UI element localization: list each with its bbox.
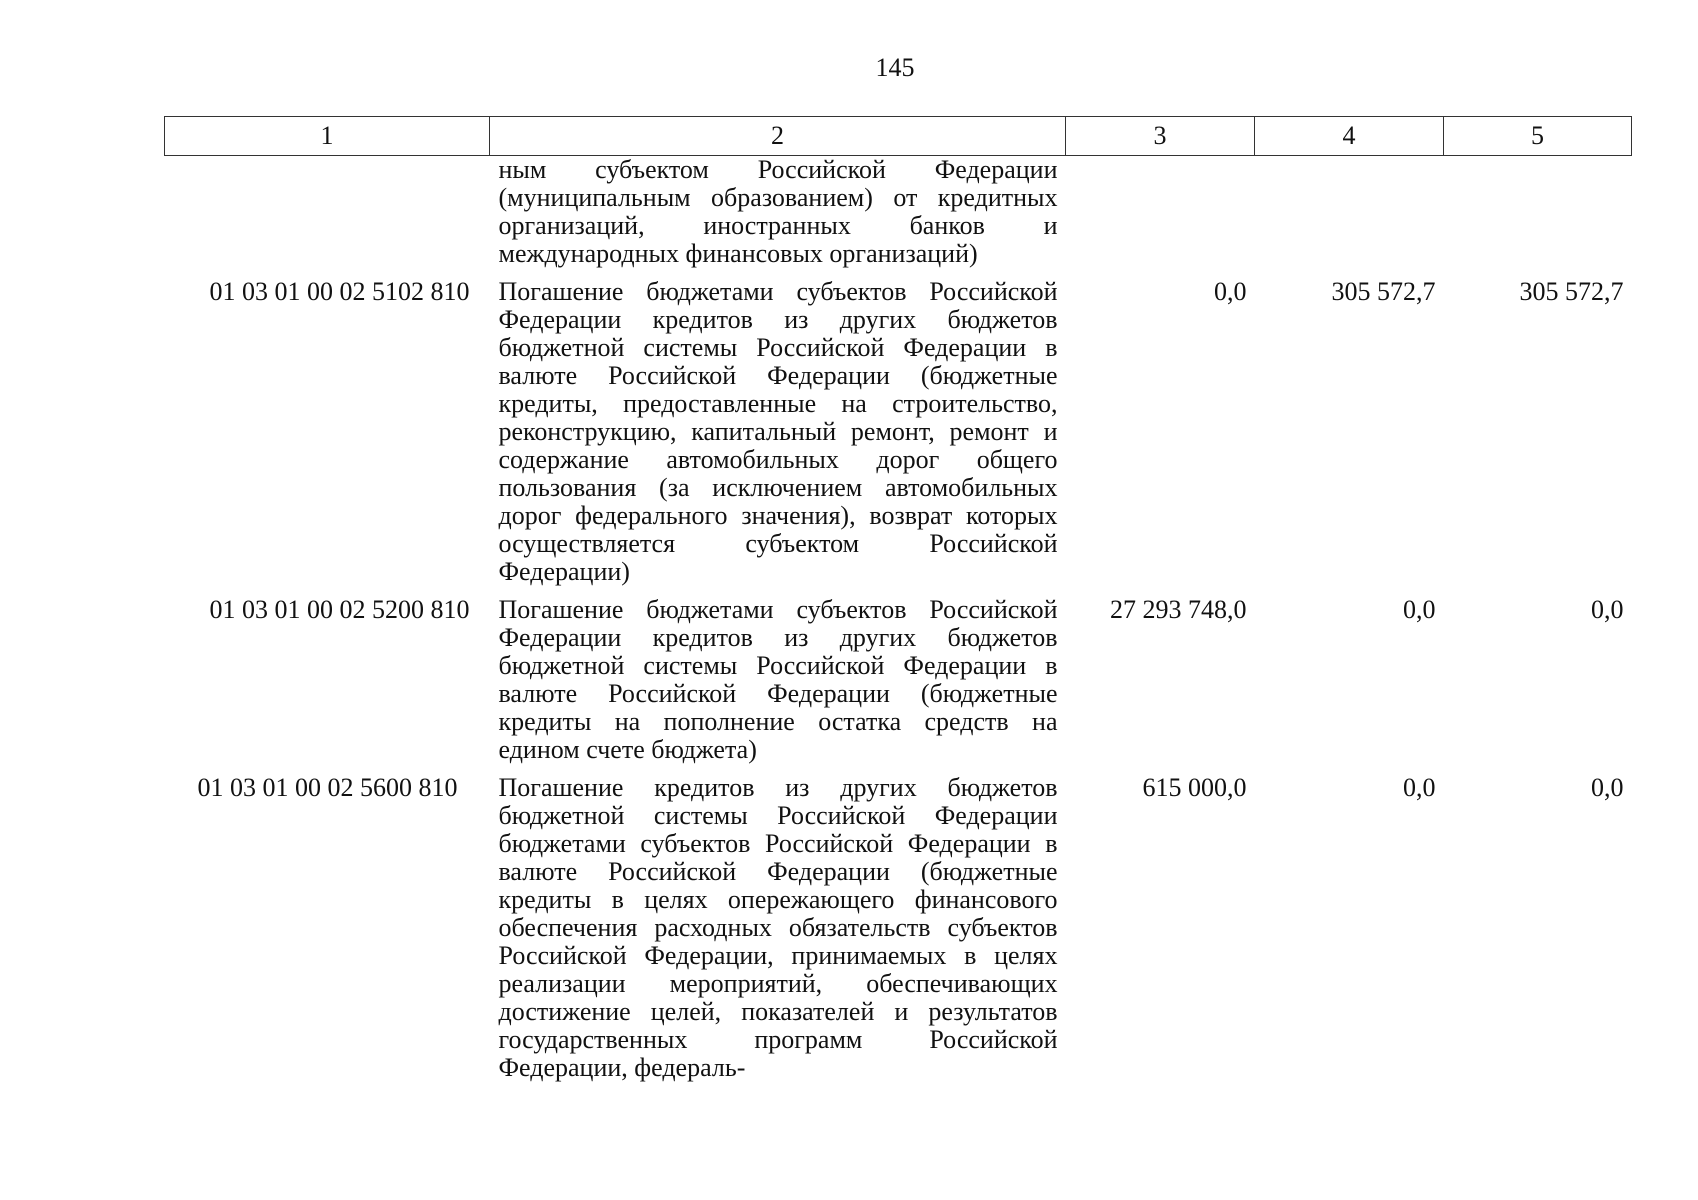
row-description: Погашение бюджетами субъектов Российской Федерации кредитов из других бюджетов бюджетной системы Российской Федерации в валюте Российской Федерации (бюджетные кредиты на пополнение остатка средств на едином счете бюджета) [498, 595, 1058, 764]
table-row [165, 586, 1632, 764]
table-row [165, 764, 1632, 1082]
column-header-3: 3 [1066, 117, 1255, 156]
row-code [165, 156, 490, 269]
table-row [165, 268, 1632, 586]
row-value-col4 [1255, 156, 1444, 269]
column-header-2: 2 [490, 117, 1066, 156]
row-code: 01 03 01 00 02 5600 810 [197, 773, 458, 802]
row-code: 01 03 01 00 02 5102 810 [209, 277, 470, 306]
row-value-col4: 0,0 [1403, 595, 1436, 624]
column-header-4: 4 [1255, 117, 1444, 156]
row-value-col4: 0,0 [1403, 773, 1436, 802]
row-value-col3 [1066, 156, 1255, 269]
row-value-col3: 0,0 [1214, 277, 1247, 306]
row-value-col3: 615 000,0 [1142, 773, 1247, 802]
row-value-col5: 305 572,7 [1519, 277, 1624, 306]
row-value-col5: 0,0 [1591, 773, 1624, 802]
page-number: 145 [875, 53, 915, 82]
header-row [165, 117, 1632, 156]
row-code: 01 03 01 00 02 5200 810 [209, 595, 470, 624]
row-value-col5 [1444, 156, 1632, 269]
row-value-col3: 27 293 748,0 [1110, 595, 1247, 624]
row-description: Погашение кредитов из других бюджетов бюджетной системы Российской Федерации бюджетами субъектов Российской Федерации в валюте Российской Федерации (бюджетные кредиты в целях опережающего финансового обеспечения расходных обязательств субъектов Российской Федерации, принимаемых в целях реализации мероприятий, обеспечивающих достижение целей, показателей и результатов государственных программ Российской Федерации, федераль- [498, 773, 1058, 1082]
row-value-col4: 305 572,7 [1331, 277, 1436, 306]
table-header [165, 117, 1632, 156]
table-row [165, 156, 1632, 269]
budget-table [164, 116, 1632, 1082]
table-body [165, 156, 1632, 1083]
row-description: Погашение бюджетами субъектов Российской Федерации кредитов из других бюджетов бюджетной системы Российской Федерации в валюте Российской Федерации (бюджетные кредиты, предоставленные на строительство, реконструкцию, капитальный ремонт, ремонт и содержание автомобильных дорог общего пользования (за исключением автомобильных дорог федерального значения), возврат которых осуществляется субъектом Российской Федерации) [498, 277, 1058, 586]
row-description: ным субъектом Российской Федерации (муниципальным образованием) от кредитных организаций, иностранных банков и международных финансовых организаций) [498, 155, 1058, 268]
column-header-5: 5 [1444, 117, 1632, 156]
row-value-col5: 0,0 [1591, 595, 1624, 624]
column-header-1: 1 [165, 117, 490, 156]
